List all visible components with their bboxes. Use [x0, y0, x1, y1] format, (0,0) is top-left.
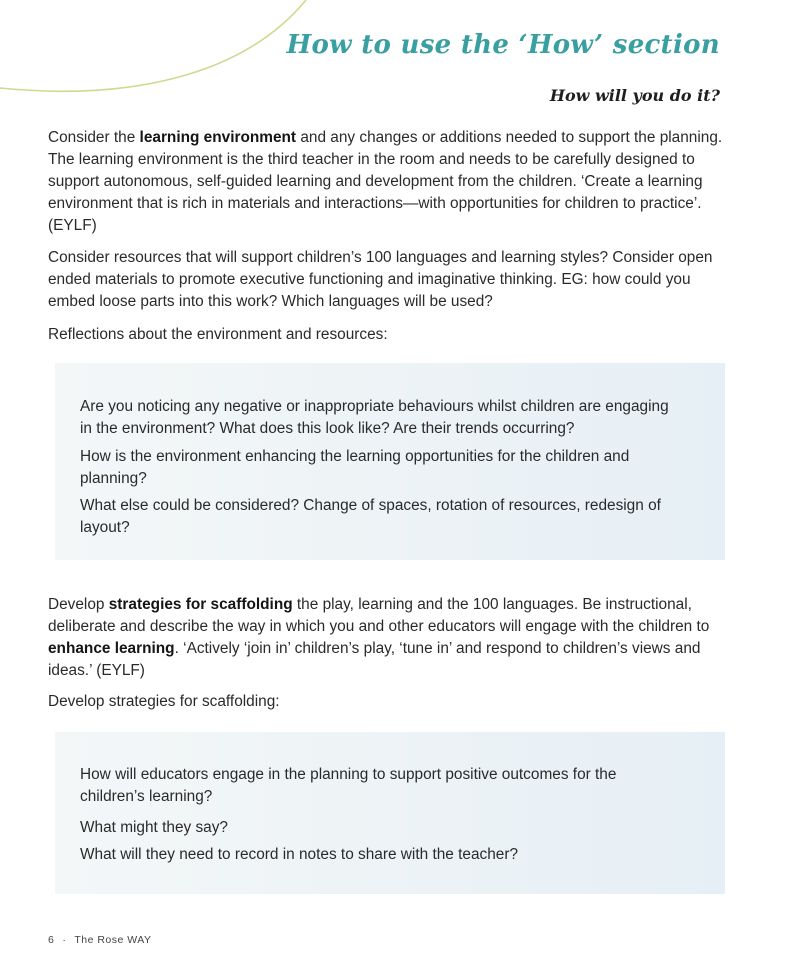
scaffolding-prompt-2: What might they say?: [80, 819, 228, 836]
reflections-label: Reflections about the environment and resources:: [48, 326, 388, 343]
footer-separator: ·: [62, 934, 67, 946]
scaffolding-label: Develop strategies for scaffolding:: [48, 693, 280, 710]
publication-name: The Rose WAY: [74, 934, 152, 946]
page-title: How to use the ‘How’ section: [286, 30, 720, 60]
reflection-prompt-1: Are you noticing any negative or inappropriate behaviours whilst children are engaging in the environment? What does this look like? Are their trends occurring?: [80, 398, 669, 437]
reflection-prompt-2: How is the environment enhancing the learning opportunities for the children and planning?: [80, 448, 630, 487]
learning-environment-paragraph: Consider the learning environment and any changes or additions needed to support the planning. The learning environment is the third teacher in the room and needs to be carefully designed to support autonomous, self-guided learning and development from the children. ‘Create a learning environment that is rich in materials and interactions—with opportunities for children to practice’. (EYLF): [48, 129, 723, 234]
page-footer: [48, 934, 152, 946]
scaffolding-prompts-box: [55, 732, 725, 894]
scaffolding-prompt-1: How will educators engage in the planning to support positive outcomes for the children’s learning?: [80, 766, 617, 805]
page-subtitle: How will you do it?: [549, 86, 720, 105]
reflection-prompt-3: What else could be considered? Change of spaces, rotation of resources, redesign of layout?: [80, 497, 661, 536]
resources-paragraph: Consider resources that will support children’s 100 languages and learning styles? Consider open ended materials to promote executive functioning and imaginative thinking. EG: how could you embed loose parts into this work? Which languages will be used?: [48, 249, 713, 310]
page-number: 6: [48, 934, 55, 946]
scaffolding-paragraph: Develop strategies for scaffolding the play, learning and the 100 languages. Be instructional, deliberate and describe the way in which you and other educators will engage with the children to enhance learning. ‘Actively ‘join in’ children’s play, ‘tune in’ and respond to children’s views and ideas.’ (EYLF): [48, 596, 710, 679]
scaffolding-prompt-3: What will they need to record in notes to share with the teacher?: [80, 846, 519, 863]
reflection-prompts-box: [55, 363, 725, 560]
